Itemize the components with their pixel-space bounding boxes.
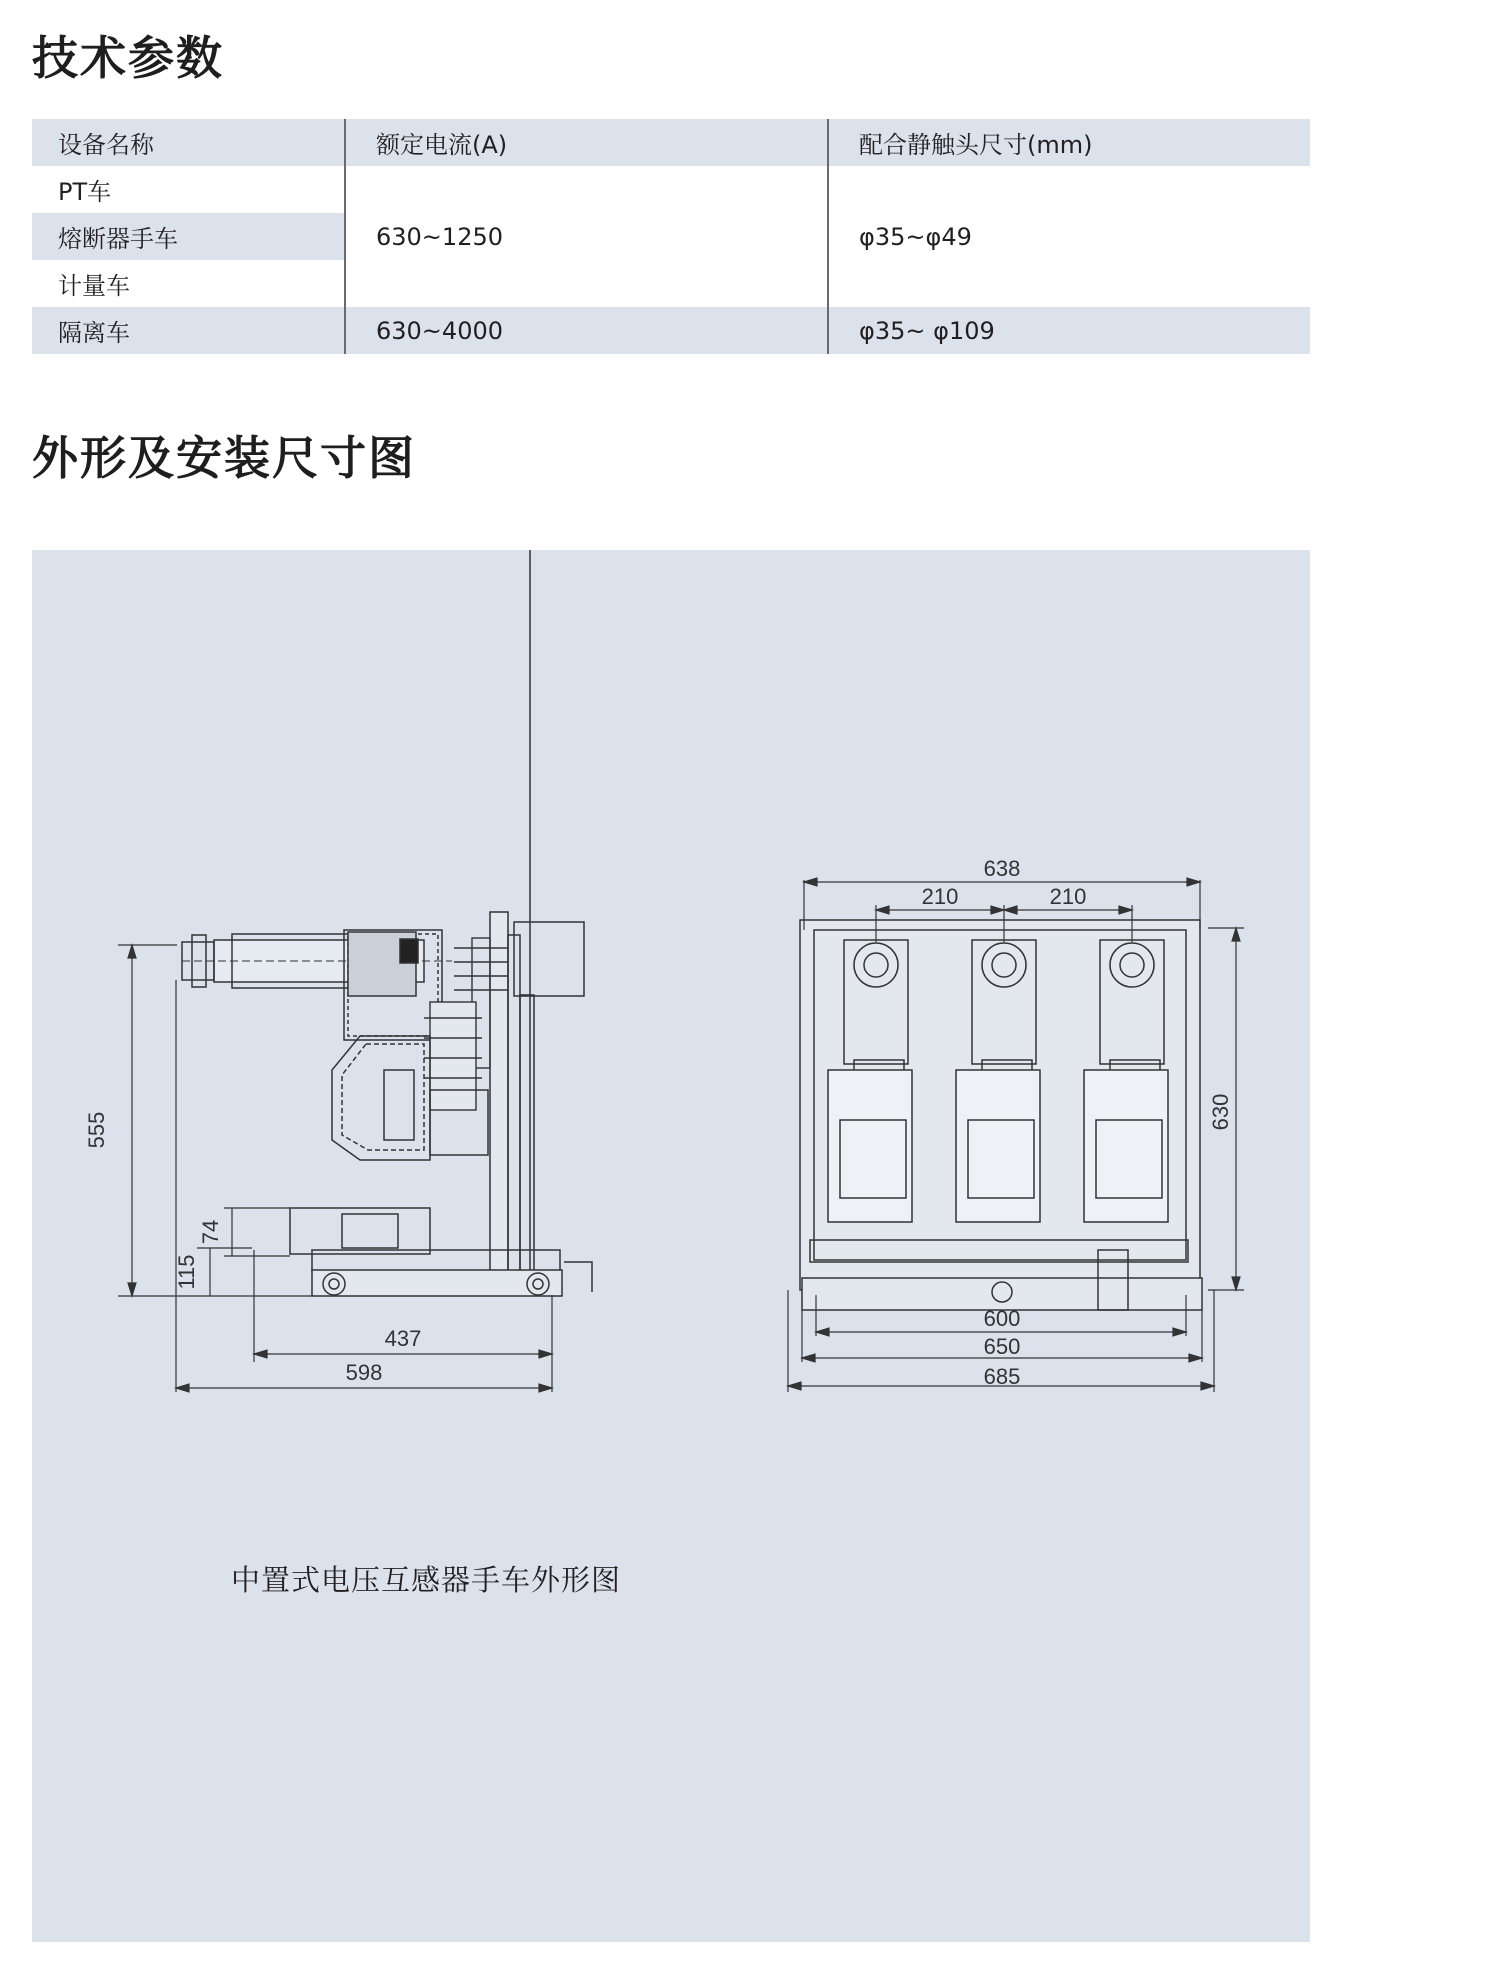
cell-rated-current: 630~1250	[345, 166, 828, 307]
table-header-row	[32, 119, 1310, 166]
dim-598: 598	[345, 1360, 383, 1385]
dimension-drawing-panel	[32, 550, 1310, 1942]
header-contact-size: 配合静触头尺寸(mm)	[828, 119, 1310, 166]
section-title-tech-params: 技术参数	[32, 31, 224, 85]
cell-device-name: 隔离车	[58, 319, 130, 347]
section-title-dimensions: 外形及安装尺寸图	[32, 431, 416, 485]
dim-630: 630	[1208, 1093, 1233, 1131]
cell-contact-size: φ35~φ49	[828, 166, 1310, 307]
drawing-caption: 中置式电压互感器手车外形图	[230, 1563, 621, 1597]
dim-600: 600	[983, 1306, 1021, 1331]
dim-210-left: 210	[921, 884, 959, 909]
dim-650: 650	[983, 1334, 1021, 1359]
dim-437: 437	[384, 1326, 422, 1351]
dim-210-right: 210	[1049, 884, 1087, 909]
cell-rated-current: 630~4000	[345, 307, 828, 354]
cell-device-name: 熔断器手车	[32, 213, 345, 260]
dim-74: 74	[198, 1219, 223, 1245]
dim-685: 685	[983, 1364, 1021, 1389]
dim-638: 638	[983, 856, 1021, 881]
header-device-name: 设备名称	[58, 131, 154, 159]
table-row	[32, 307, 1310, 354]
cell-device-name: 计量车	[58, 272, 130, 300]
spec-table	[32, 119, 1310, 354]
technical-drawing	[32, 550, 1310, 1942]
cell-contact-size: φ35~ φ109	[828, 307, 1310, 354]
cell-device-name: PT车	[58, 178, 112, 206]
header-rated-current: 额定电流(A)	[345, 119, 828, 166]
dim-555: 555	[84, 1111, 109, 1149]
table-row	[32, 166, 1310, 213]
dim-115: 115	[174, 1254, 199, 1290]
